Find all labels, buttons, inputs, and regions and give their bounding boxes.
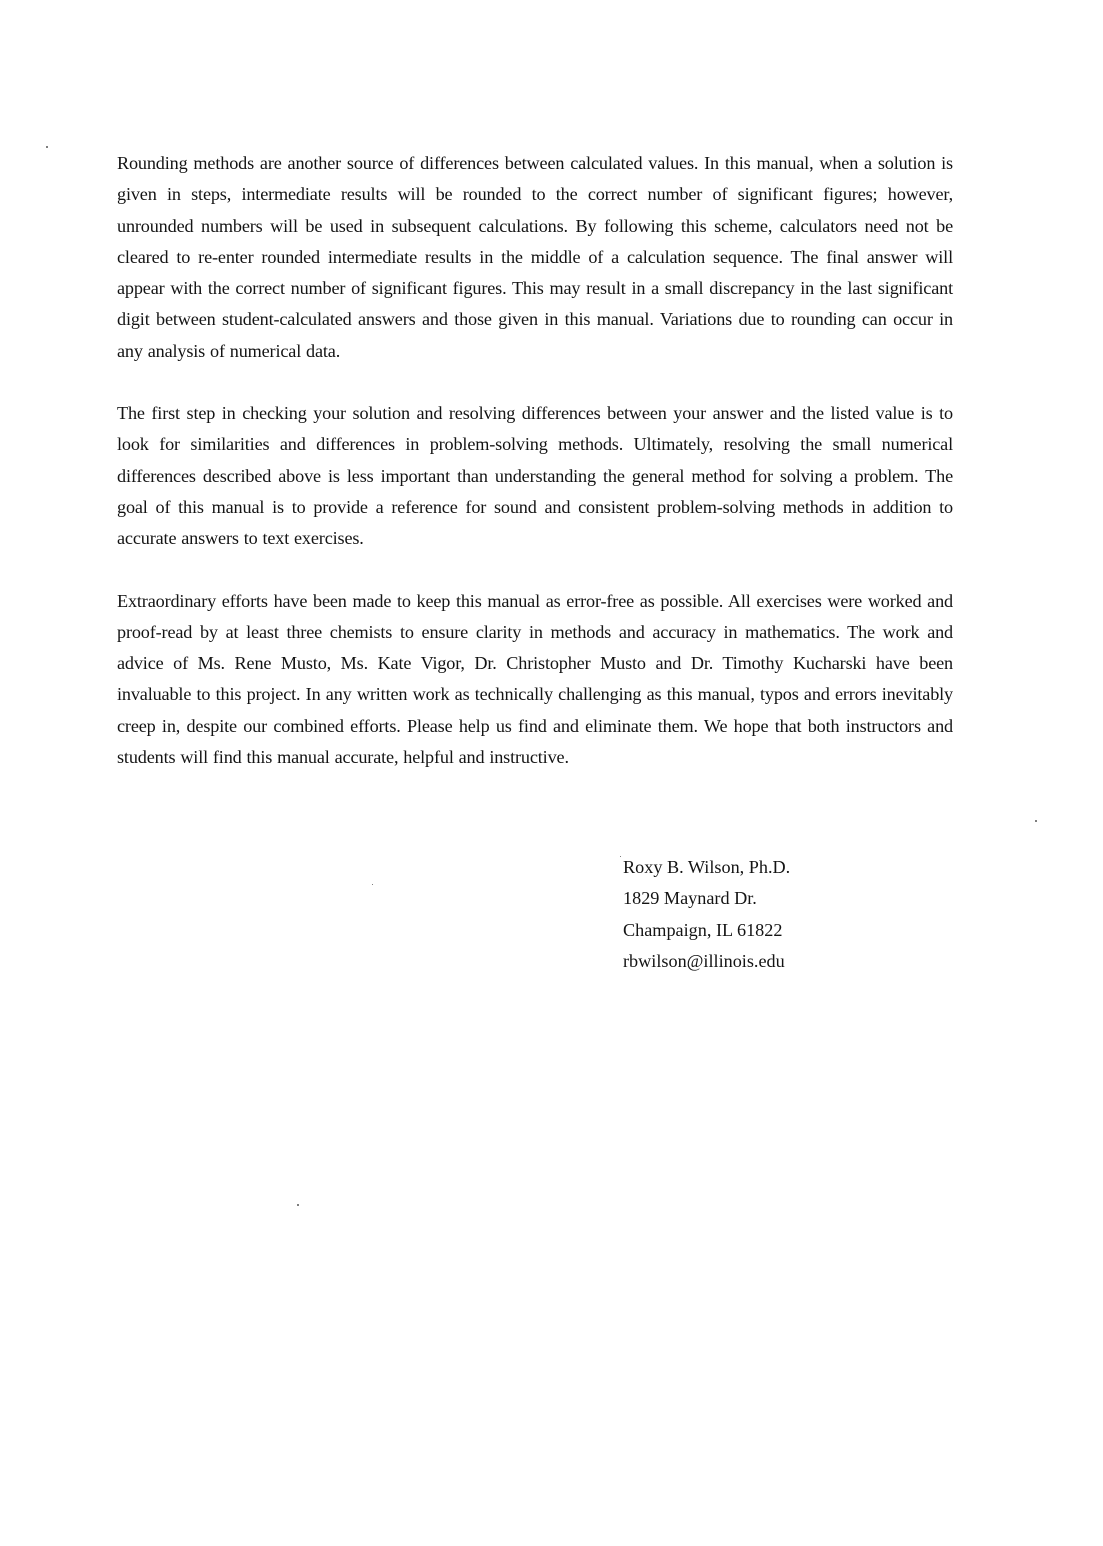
scan-speck bbox=[620, 856, 621, 857]
paragraph-rounding-methods: Rounding methods are another source of differences between calculated values. In this manual, when a solution is given in steps, intermediate results will be rounded to the correct number of significant figures; however, unrounded numbers will be used in subsequent calculations. By following this scheme, calculators need not be cleared to re-enter rounded intermediate results in the middle of a calculation sequence. The final answer will appear with the correct number of significant figures. This may result in a small discrepancy in the last significant digit between student-calculated answers and those given in this manual. Variations due to rounding can occur in any analysis of numerical data. bbox=[117, 153, 953, 361]
scan-speck bbox=[1035, 820, 1037, 822]
scan-speck bbox=[46, 146, 48, 148]
author-city: Champaign, IL 61822 bbox=[623, 919, 783, 940]
signature-block bbox=[623, 852, 790, 977]
author-name: Roxy B. Wilson, Ph.D. bbox=[623, 857, 791, 877]
paragraph-checking-solution: The first step in checking your solution and resolving differences between your answer and the listed value is to look for similarities and differences in problem-solving methods. Ultimately, resolving the small numerical differences described above is less important than understanding the general method for solving a problem. The goal of this manual is to provide a reference for sound and consistent problem-solving methods in addition to accurate answers to text exercises. bbox=[117, 403, 953, 549]
document-body bbox=[117, 148, 953, 804]
author-email: rbwilson@illinois.edu bbox=[623, 950, 785, 971]
author-street: 1829 Maynard Dr. bbox=[623, 888, 757, 909]
paragraph-error-free-efforts: Extraordinary efforts have been made to keep this manual as error-free as possible. All exercises were worked and proof-read by at least three chemists to ensure clarity in methods and accuracy in mathematics. The work and advice of Ms. Rene Musto, Ms. Kate Vigor, Dr. Christopher Musto and Dr. Timothy Kucharski have been invaluable to this project. In any written work as technically challenging as this manual, typos and errors inevitably creep in, despite our combined efforts. Please help us find and eliminate them. We hope that both instructors and students will find this manual accurate, helpful and instructive. bbox=[117, 590, 953, 768]
scan-speck bbox=[297, 1204, 299, 1206]
scan-speck bbox=[372, 884, 373, 885]
